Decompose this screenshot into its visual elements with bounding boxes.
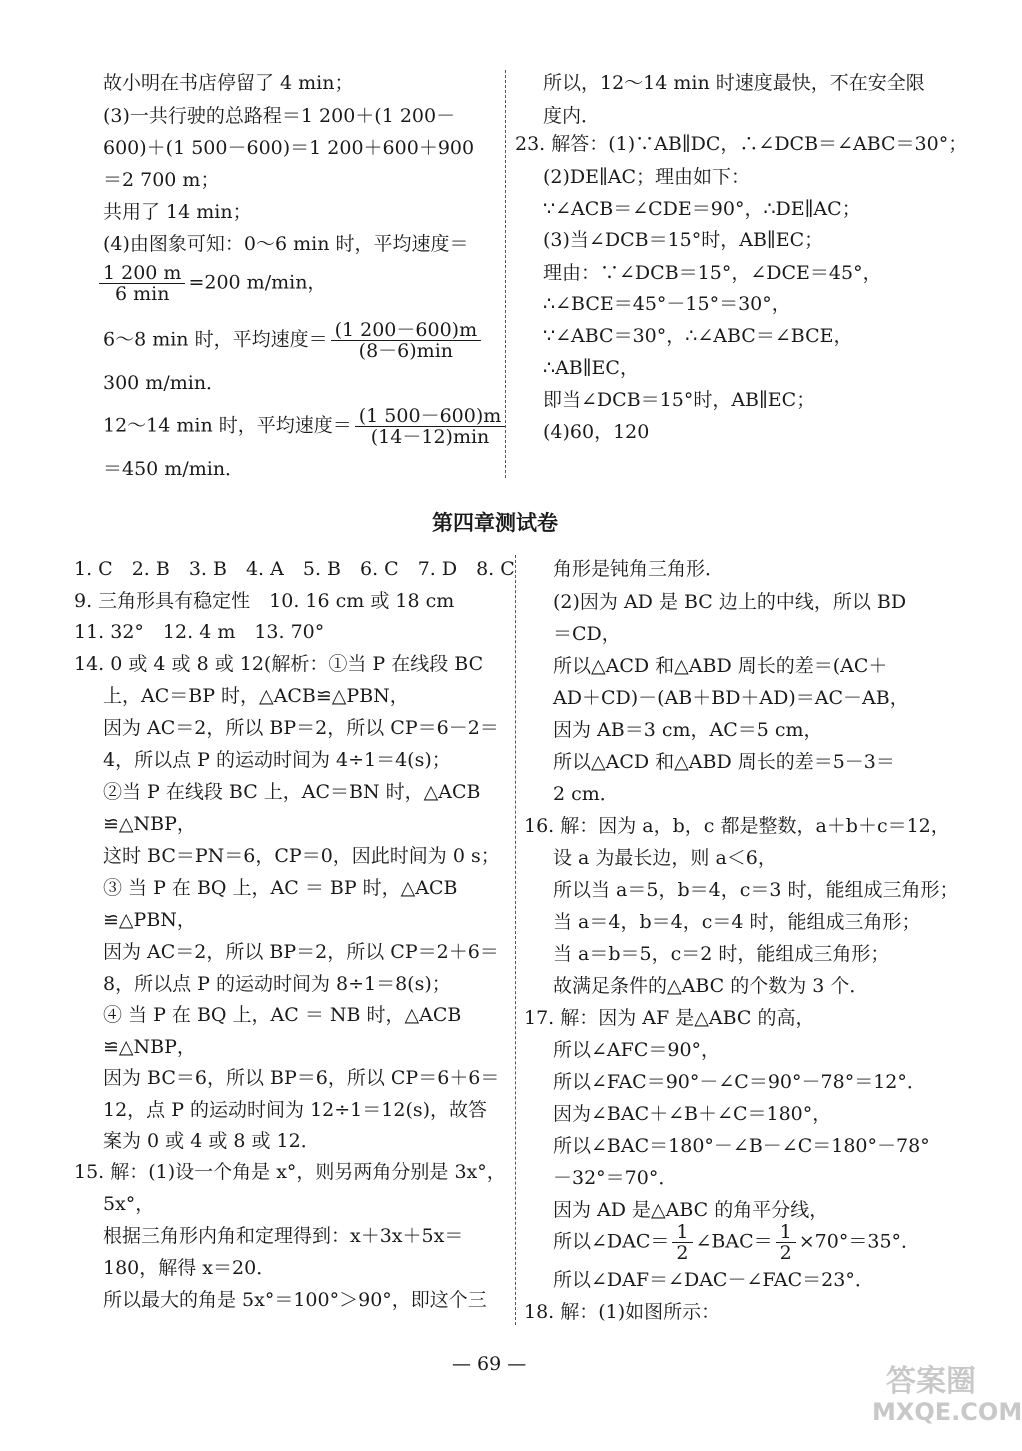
text-segment: ∠BAC＝	[695, 1230, 773, 1253]
fraction-numerator: 1	[672, 1222, 692, 1243]
fraction	[672, 1222, 692, 1263]
text-segment: =200 m/min，	[188, 271, 327, 294]
text-line: 8，所以点 P 的运动时间为 8÷1＝8(s)；	[103, 973, 451, 995]
text-segment: 所以∠DAC＝	[553, 1230, 670, 1253]
text-line: 12，点 P 的运动时间为 12÷1＝12(s)，故答	[103, 1099, 488, 1121]
fraction-line	[103, 406, 508, 447]
text-line: 所以∠FAC＝90°－∠C＝90°－78°＝12°．	[553, 1071, 926, 1093]
text-line: 300 m/min．	[103, 372, 226, 394]
text-line: 14. 0 或 4 或 8 或 12(解析：①当 P 在线段 BC	[74, 653, 484, 675]
text-line: 根据三角形内角和定理得到：x＋3x＋5x＝	[103, 1225, 464, 1247]
text-line: 案为 0 或 4 或 8 或 12．	[103, 1130, 320, 1152]
text-line: ∵∠ABC＝30°，∴∠ABC＝∠BCE，	[543, 325, 853, 347]
text-line: 因为 AB＝3 cm，AC＝5 cm，	[553, 719, 823, 741]
text-line: 所以∠DAF＝∠DAC－∠FAC＝23°．	[553, 1269, 874, 1291]
text-line: 故小明在书店停留了 4 min；	[103, 72, 354, 94]
text-line: 因为 BC＝6，所以 BP＝6，所以 CP＝6＋6＝	[103, 1067, 500, 1089]
fraction	[99, 263, 185, 304]
text-line: (3)当∠DCB＝15°时，AB∥EC；	[543, 229, 824, 251]
text-line: 这时 BC＝PN＝6，CP＝0，因此时间为 0 s；	[103, 845, 500, 867]
text-line: (2)DE∥AC；理由如下：	[543, 166, 751, 188]
text-line: 所以△ACD 和△ABD 周长的差＝5－3＝	[553, 751, 895, 773]
text-line: 因为 AD 是△ABC 的角平分线，	[553, 1199, 829, 1221]
text-line: 17. 解：因为 AF 是△ABC 的高，	[524, 1007, 815, 1029]
text-segment: ×70°＝35°．	[798, 1230, 921, 1253]
text-line: (4)60，120	[543, 421, 650, 443]
fraction-denominator: (14－12)min	[370, 426, 490, 448]
page-number: — 69 —	[452, 1353, 527, 1375]
text-line: ∴∠BCE＝45°－15°＝30°，	[543, 293, 791, 315]
text-line: 2 cm．	[553, 783, 619, 805]
watermark-url: MXQE.COM	[872, 1398, 1022, 1426]
text-line: ∵∠ACB＝∠CDE＝90°，∴DE∥AC；	[543, 198, 861, 220]
text-line: 所以△ACD 和△ABD 周长的差＝(AC＋	[553, 655, 888, 677]
text-line: (2)因为 AD 是 BC 边上的中线，所以 BD	[553, 591, 907, 613]
section-title: 第四章测试卷	[432, 511, 558, 535]
fraction	[776, 1222, 796, 1263]
text-line: 故满足条件的△ABC 的个数为 3 个．	[553, 975, 869, 997]
text-line: ≌△NBP，	[103, 813, 196, 835]
fraction-denominator: (8－6)min	[358, 340, 454, 362]
text-line: 9. 三角形具有稳定性 10. 16 cm 或 18 cm	[74, 590, 455, 612]
fraction	[355, 406, 506, 447]
fraction-numerator: 1 200 m	[99, 263, 185, 284]
text-line: 所以∠BAC＝180°－∠B－∠C＝180°－78°	[553, 1135, 930, 1157]
text-line: ＝2 700 m；	[103, 169, 220, 191]
fraction-line	[553, 1222, 920, 1263]
text-line: 所以∠AFC＝90°，	[553, 1039, 721, 1061]
text-line: 因为 AC＝2，所以 BP＝2，所以 CP＝6－2＝	[103, 717, 499, 739]
watermark-logo: 答案圈	[886, 1364, 976, 1399]
text-line: 4，所以点 P 的运动时间为 4÷1＝4(s)；	[103, 749, 451, 771]
text-line: (3)一共行驶的总路程＝1 200＋(1 200－	[103, 105, 456, 127]
bottom-column-divider	[515, 555, 516, 1325]
text-segment: 6～8 min 时，平均速度＝	[103, 328, 328, 351]
fraction-denominator: 2	[779, 1242, 792, 1264]
text-line: 理由：∵∠DCB＝15°，∠DCE＝45°，	[543, 262, 882, 284]
text-line: 18. 解：(1)如图所示：	[524, 1301, 721, 1323]
fraction-numerator: 1	[776, 1222, 796, 1243]
text-line: 5x°，	[103, 1193, 155, 1215]
text-line: 设 a 为最长边，则 a＜6，	[553, 847, 777, 869]
text-line: ∴AB∥EC，	[543, 357, 639, 379]
text-line: 即当∠DCB＝15°时，AB∥EC；	[543, 389, 816, 411]
text-line: 180，解得 x＝20．	[103, 1257, 276, 1279]
fraction-denominator: 6 min	[114, 283, 170, 305]
text-line: 16. 解：因为 a，b，c 都是整数，a＋b＋c＝12，	[524, 815, 950, 837]
text-line: 15. 解：(1)设一个角是 x°，则另两角分别是 3x°，	[74, 1161, 506, 1183]
fraction	[331, 320, 482, 361]
fraction-line	[96, 263, 326, 304]
text-line: 共用了 14 min；	[103, 201, 252, 223]
text-line: 角形是钝角三角形．	[553, 558, 725, 580]
text-line: ≌△PBN，	[103, 909, 196, 931]
fraction-line	[103, 320, 484, 361]
text-line: 因为 AC＝2，所以 BP＝2，所以 CP＝2＋6＝	[103, 941, 499, 963]
text-line: 所以，12～14 min 时速度最快，不在安全限	[543, 72, 925, 94]
text-line: 所以当 a＝5，b＝4，c＝3 时，能组成三角形；	[553, 879, 959, 901]
text-line: 度内．	[543, 105, 601, 127]
text-line: ④ 当 P 在 BQ 上，AC ＝ NB 时，△ACB	[103, 1004, 462, 1026]
text-line: 当 a＝4，b＝4，c＝4 时，能组成三角形；	[553, 911, 921, 933]
text-line: 所以最大的角是 5x°＝100°＞90°，即这个三	[103, 1289, 487, 1311]
text-line: ＝CD，	[553, 623, 621, 645]
fraction-denominator: 2	[676, 1242, 689, 1264]
text-line: 当 a＝b＝5，c＝2 时，能组成三角形；	[553, 943, 890, 965]
text-line: (4)由图象可知：0～6 min 时，平均速度＝	[103, 233, 469, 255]
text-line: 上，AC＝BP 时，△ACB≌△PBN，	[103, 685, 409, 707]
text-line: ＝450 m/min．	[103, 458, 245, 480]
text-line: ≌△NBP，	[103, 1036, 196, 1058]
text-line: 因为∠BAC＋∠B＋∠C＝180°，	[553, 1103, 832, 1125]
text-line: ③ 当 P 在 BQ 上，AC ＝ BP 时，△ACB	[103, 877, 458, 899]
text-line: 23. 解答：(1)∵AB∥DC，∴∠DCB＝∠ABC＝30°；	[515, 133, 968, 155]
text-segment: 12～14 min 时，平均速度＝	[103, 414, 352, 437]
text-line: 1. C 2. B 3. B 4. A 5. B 6. C 7. D 8. C	[74, 558, 515, 580]
text-line: 11. 32° 12. 4 m 13. 70°	[74, 621, 325, 643]
fraction-numerator: (1 200－600)m	[331, 320, 482, 341]
text-line: AD＋CD)－(AB＋BD＋AD)＝AC－AB，	[553, 687, 909, 709]
text-line: －32°＝70°．	[553, 1167, 678, 1189]
text-line: ②当 P 在线段 BC 上，AC＝BN 时，△ACB	[103, 781, 481, 803]
fraction-numerator: (1 500－600)m	[355, 406, 506, 427]
text-line: 600)＋(1 500－600)＝1 200＋600＋900	[103, 137, 475, 159]
